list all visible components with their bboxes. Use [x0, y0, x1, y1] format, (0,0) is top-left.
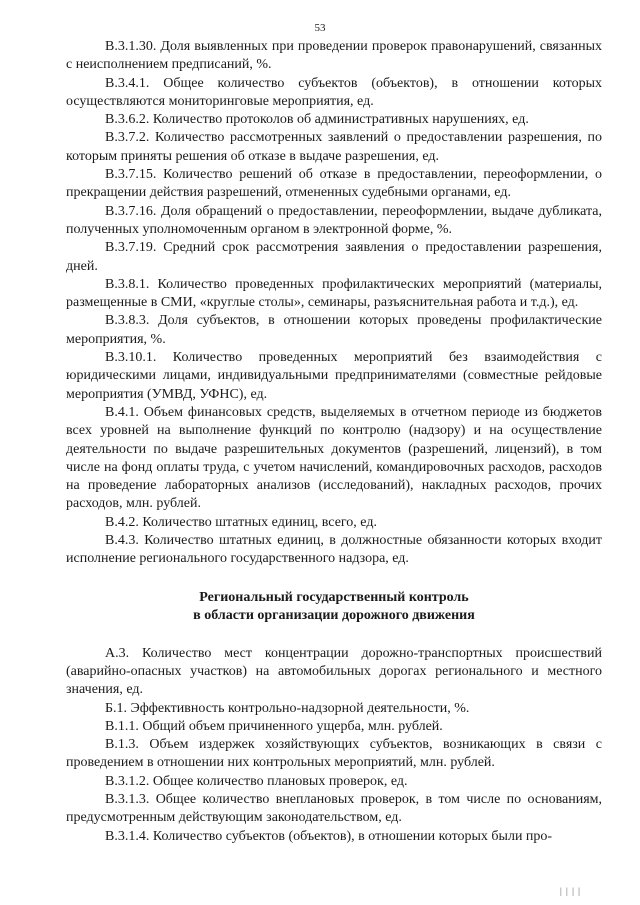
indicator-paragraph: В.3.1.3. Общее количество внеплановых проверок, в том числе по основаниям, предусмотренным действующим законодательством, ед. [66, 791, 602, 826]
indicator-paragraph: В.1.1. Общий объем причиненного ущерба, млн. рублей. [105, 718, 443, 734]
indicator-paragraph: А.3. Количество мест концентрации дорожно-транспортных происшествий (аварийно-опасных участков) на автомобильных дорогах регионального и местного значения, ед. [66, 645, 602, 698]
indicator-paragraph: В.3.1.30. Доля выявленных при проведении проверок правонарушений, связанных с неисполнением предписаний, %. [66, 39, 602, 73]
indicator-list-bottom [66, 645, 602, 846]
indicator-paragraph: В.3.7.15. Количество решений об отказе в предоставлении, переоформлении, о прекращении действия разрешений, отмененных судебными органами, ед. [66, 167, 602, 201]
indicator-paragraph: В.4.1. Объем финансовых средств, выделяемых в отчетном периоде из бюджетов всех уровней на выполнение функций по контролю (надзору) и на осуществление деятельности по выдаче разрешительных документов (разрешений, лицензий), в том числе на фонд оплаты труда, с учетом начислений, командировочных расходов, расходов на проведение лабораторных анализов (исследований), накладных расходов, прочих расходов, млн. рублей. [66, 404, 602, 512]
section-heading-line-1: Региональный государственный контроль [199, 589, 469, 605]
document-body [66, 38, 602, 846]
indicator-list-top [66, 38, 602, 569]
indicator-paragraph: В.3.8.1. Количество проведенных профилактических мероприятий (материалы, размещенные в СМИ, «круглые столы», семинары, разъяснительная работа и т.д.), ед. [66, 276, 602, 311]
indicator-paragraph: В.3.7.19. Средний срок рассмотрения заявления о предоставлении разрешения, дней. [66, 240, 602, 274]
page-number: 53 [314, 22, 326, 34]
indicator-paragraph: В.3.8.3. Доля субъектов, в отношении которых проведены профилактические мероприятия, %. [66, 313, 602, 347]
indicator-paragraph: В.3.10.1. Количество проведенных мероприятий без взаимодействия с юридическими лицами, индивидуальными предпринимателями (совместные рейдовые мероприятия (УМВД, УФНС), ед. [66, 350, 602, 402]
indicator-paragraph: В.3.4.1. Общее количество субъектов (объектов), в отношении которых осуществляются мониторинговые мероприятия, ед. [66, 75, 602, 109]
indicator-paragraph: В.4.2. Количество штатных единиц, всего, ед. [105, 514, 377, 530]
indicator-paragraph: В.3.7.16. Доля обращений о предоставлении, переоформлении, выдаче дубликата, полученных уполномоченным органом в электронной форме, %. [66, 203, 602, 237]
footer-mark: | | | | [560, 886, 581, 896]
indicator-paragraph: В.3.7.2. Количество рассмотренных заявлений о предоставлении разрешения, по которым приняты решения об отказе в выдаче разрешения, ед. [66, 130, 602, 164]
indicator-paragraph: В.3.6.2. Количество протоколов об административных нарушениях, ед. [105, 112, 529, 128]
indicator-paragraph: Б.1. Эффективность контрольно-надзорной деятельности, %. [105, 700, 470, 716]
indicator-paragraph: В.4.3. Количество штатных единиц, в должностные обязанности которых входит исполнение регионального государственного надзора, ед. [66, 533, 602, 567]
indicator-paragraph: В.3.1.2. Общее количество плановых проверок, ед. [105, 773, 408, 789]
indicator-paragraph: В.3.1.4. Количество субъектов (объектов), в отношении которых были про- [105, 828, 553, 844]
indicator-paragraph: В.1.3. Объем издержек хозяйствующих субъектов, возникающих в связи с проведением в отношении них контрольных мероприятий, млн. рублей. [66, 737, 602, 771]
section-heading-line-2: в области организации дорожного движения [193, 607, 475, 623]
section-heading [66, 589, 602, 625]
